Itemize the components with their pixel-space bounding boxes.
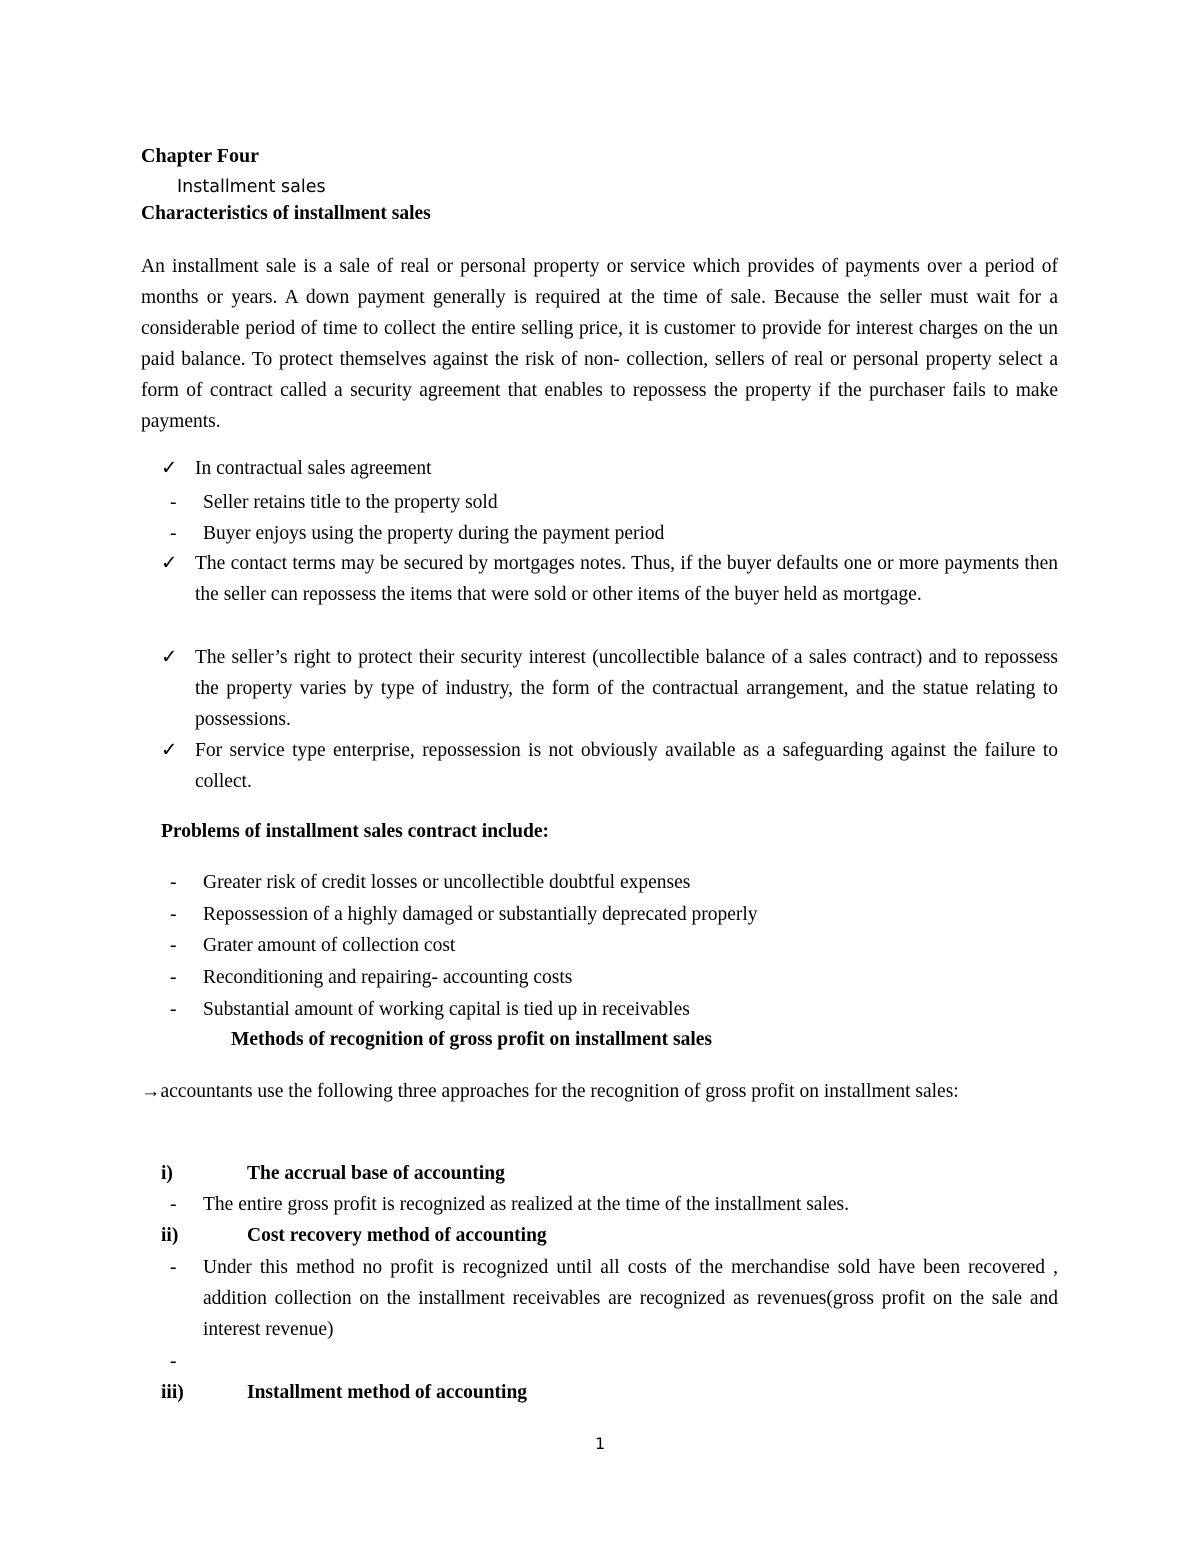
list-item: Reconditioning and repairing- accounting costs bbox=[203, 967, 573, 988]
dash-bullet: - bbox=[170, 904, 177, 925]
check-icon: ✓ bbox=[161, 647, 178, 668]
chapter-subtitle: Installment sales bbox=[177, 177, 326, 197]
check-icon: ✓ bbox=[161, 740, 178, 761]
method-description: Under this method no profit is recognized until all costs of the merchandise sold have been recovered , addition collection on the installment receivables are recognized as revenues(gross profit on the sale and interest revenue) bbox=[203, 1257, 1058, 1340]
method-number: ii) bbox=[161, 1225, 179, 1246]
methods-heading: Methods of recognition of gross profit on installment sales bbox=[231, 1029, 712, 1050]
dash-bullet: - bbox=[170, 999, 177, 1020]
dash-bullet: - bbox=[170, 967, 177, 988]
method-number: i) bbox=[161, 1163, 173, 1184]
dash-bullet: - bbox=[170, 1351, 177, 1372]
check-icon: ✓ bbox=[161, 458, 178, 479]
list-item: The seller’s right to protect their security interest (uncollectible balance of a sales contract) and to repossess the property varies by type of industry, the form of the contractual arrangement, and the statue relating to possessions. bbox=[195, 647, 1058, 730]
dash-bullet: - bbox=[170, 492, 177, 513]
list-item: For service type enterprise, repossession is not obviously available as a safeguarding against the failure to collect. bbox=[195, 740, 1058, 792]
list-item: In contractual sales agreement bbox=[195, 458, 432, 479]
method-title: Cost recovery method of accounting bbox=[247, 1225, 547, 1246]
dash-bullet: - bbox=[170, 935, 177, 956]
method-title: The accrual base of accounting bbox=[247, 1163, 505, 1184]
list-item: Repossession of a highly damaged or substantially deprecated properly bbox=[203, 904, 758, 925]
dash-bullet: - bbox=[170, 523, 177, 544]
problems-heading: Problems of installment sales contract include: bbox=[161, 821, 549, 842]
list-item: Greater risk of credit losses or uncollectible doubtful expenses bbox=[203, 872, 691, 893]
method-number: iii) bbox=[161, 1382, 184, 1403]
intro-paragraph: An installment sale is a sale of real or personal property or service which provides of payments over a period of months or years. A down payment generally is required at the time of sale. Because the seller must wait for a considerable period of time to collect the entire selling price, it is customer to provide for interest charges on the un paid balance. To protect themselves against the risk of non- collection, sellers of real or personal property select a form of contract called a security agreement that enables to repossess the property if the purchaser fails to make payments. bbox=[141, 256, 1058, 432]
chapter-title: Chapter Four bbox=[141, 145, 259, 167]
method-description: The entire gross profit is recognized as realized at the time of the installment sales. bbox=[203, 1194, 849, 1215]
method-title: Installment method of accounting bbox=[247, 1382, 528, 1403]
check-icon: ✓ bbox=[161, 553, 178, 574]
dash-bullet: - bbox=[170, 872, 177, 893]
page-number: 1 bbox=[595, 1434, 606, 1453]
dash-bullet: - bbox=[170, 1257, 177, 1278]
dash-bullet: - bbox=[170, 1194, 177, 1215]
list-item: Substantial amount of working capital is tied up in receivables bbox=[203, 999, 690, 1020]
list-item: The contact terms may be secured by mortgages notes. Thus, if the buyer defaults one or more payments then the seller can repossess the items that were sold or other items of the buyer held as mortgage. bbox=[195, 553, 1058, 605]
list-item: Seller retains title to the property sold bbox=[203, 492, 498, 513]
section-heading: Characteristics of installment sales bbox=[141, 203, 431, 224]
list-item: Grater amount of collection cost bbox=[203, 935, 456, 956]
methods-intro: →accountants use the following three approaches for the recognition of gross profit on installment sales: bbox=[141, 1081, 959, 1102]
list-item: Buyer enjoys using the property during the payment period bbox=[203, 523, 665, 544]
